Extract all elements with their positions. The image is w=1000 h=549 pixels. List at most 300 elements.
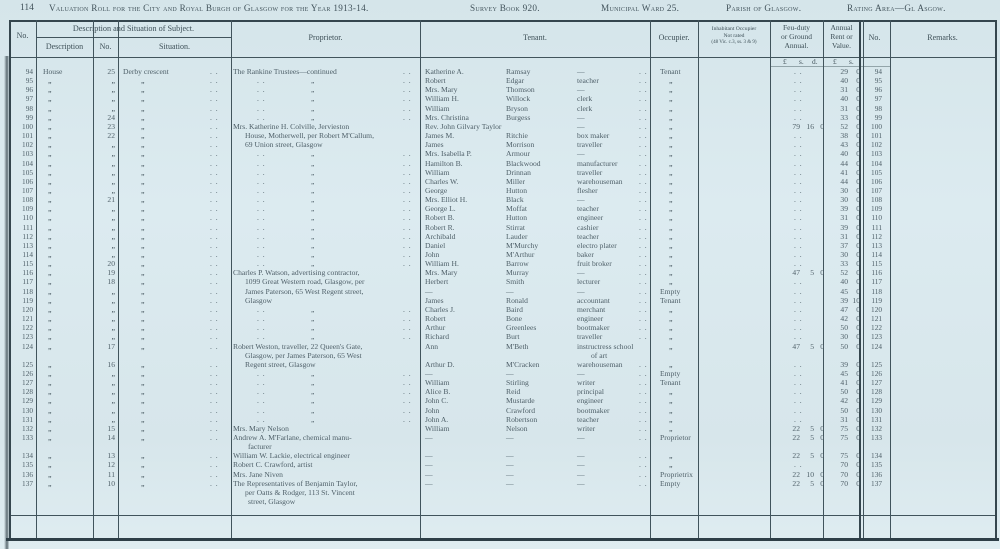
cell-tenant-occupation: traveller	[577, 332, 603, 342]
col-header-description: Description	[45, 42, 84, 51]
rent-shilling-label: s.	[849, 57, 854, 66]
cell-proprietor-continuation: Regent street, Glasgow	[245, 359, 316, 369]
cell-tenant-occupation: engineer	[577, 213, 604, 223]
cell-tenant-occupation: —	[577, 85, 585, 95]
leader-dots: . .	[639, 94, 648, 104]
table-row	[0, 497, 1000, 506]
cell-situation-no: „	[111, 286, 115, 296]
table-row	[0, 140, 1000, 149]
cell-no: 106	[22, 176, 33, 186]
cell-tenant-occupation: flesher	[577, 185, 598, 195]
cell-feu-duty-ditto: . .	[794, 176, 803, 186]
cell-tenant-forename: Charles J.	[425, 304, 455, 314]
ditto-mark: . .	[257, 231, 266, 241]
table-border-top	[9, 20, 996, 22]
leader-dots: . .	[639, 295, 648, 305]
cell-feu-pence: 0	[820, 423, 824, 433]
cell-situation-ditto: „	[141, 341, 145, 351]
cell-tenant-surname: Greenlees	[506, 323, 537, 333]
cell-occupier: Tenant	[660, 67, 681, 76]
cell-tenant-forename: Arthur D.	[425, 359, 455, 369]
table-row	[0, 342, 1000, 351]
cell-feu-duty-ditto: . .	[794, 332, 803, 342]
survey-book-label: Survey Book 920.	[470, 3, 540, 13]
cell-tenant-forename: Archibald	[425, 231, 456, 241]
cell-tenant-surname: Lauder	[506, 231, 528, 241]
cell-occupier: Proprietor	[660, 433, 691, 442]
cell-no: 113	[22, 240, 33, 250]
cell-tenant-surname: Bryson	[506, 103, 528, 113]
cell-tenant-forename: Daniel	[425, 240, 446, 250]
cell-tenant-occupation: box maker	[577, 131, 610, 141]
leader-dots: . .	[403, 387, 412, 397]
cell-tenant-forename: Ann	[425, 341, 439, 351]
table-row	[0, 213, 1000, 222]
cell-situation-ditto: „	[141, 85, 145, 95]
cell-tenant-occupation: —	[577, 433, 585, 442]
header-bottom-rule	[9, 57, 996, 58]
cell-occupier-ditto: „	[669, 167, 673, 177]
cell-tenant-occupation: fruit broker	[577, 259, 612, 269]
cell-rent-shillings: 0	[856, 67, 860, 76]
cell-occupier-ditto: „	[669, 213, 673, 223]
leader-dots: . .	[639, 451, 648, 461]
cell-situation-no: 18	[107, 277, 115, 287]
cell-feu-duty-ditto: . .	[794, 140, 803, 150]
cell-situation-ditto: „	[141, 185, 145, 195]
cell-situation-ditto: „	[141, 103, 145, 113]
ditto-mark: „	[311, 103, 315, 113]
cell-description-ditto: „	[48, 94, 52, 104]
feu-shilling-label: s.	[799, 57, 804, 66]
ditto-mark: . .	[257, 405, 266, 415]
cell-situation-ditto: „	[141, 460, 145, 470]
leader-dots: . .	[210, 341, 219, 351]
ditto-mark: . .	[257, 204, 266, 214]
table-row	[0, 177, 1000, 186]
cell-tenant-forename: —	[425, 368, 433, 378]
leader-dots: . .	[210, 478, 219, 488]
leader-dots: . .	[210, 423, 219, 433]
cell-tenant-surname: Crawford	[506, 405, 536, 415]
table-row	[0, 415, 1000, 424]
cell-tenant-surname: Reid	[506, 387, 521, 397]
cell-tenant-surname: Armour	[506, 149, 531, 159]
cell-feu-pounds: 79	[792, 121, 800, 131]
cell-no-right: 118	[871, 286, 882, 296]
cell-description-ditto: „	[48, 121, 52, 131]
col-header-group: Description and Situation of Subject.	[72, 24, 195, 33]
cell-situation-no: 22	[107, 131, 115, 141]
ditto-mark: „	[311, 323, 315, 333]
leader-dots: . .	[639, 259, 648, 269]
cell-occupier-ditto: „	[669, 341, 673, 351]
cell-situation-ditto: „	[141, 277, 145, 287]
cell-description-ditto: „	[48, 286, 52, 296]
leader-dots: . .	[210, 85, 219, 95]
cell-rent-shillings: 0	[856, 314, 860, 324]
cell-feu-duty-ditto: . .	[794, 387, 803, 397]
table-row	[0, 433, 1000, 442]
cell-occupier-ditto: „	[669, 423, 673, 433]
table-row	[0, 287, 1000, 296]
cell-tenant-forename: Robert	[425, 314, 446, 324]
cell-rent-shillings: 0	[856, 423, 860, 433]
cell-rent-shillings: 0	[856, 332, 860, 342]
cell-situation-ditto: „	[141, 423, 145, 433]
table-row	[0, 149, 1000, 158]
cell-tenant-forename: Arthur	[425, 323, 446, 333]
col-header-occupier: Occupier.	[658, 33, 690, 42]
leader-dots: . .	[639, 314, 648, 324]
cell-occupier-ditto: „	[669, 323, 673, 333]
cell-tenant-occupation: —	[577, 368, 585, 378]
cell-occupier-ditto: „	[669, 85, 673, 95]
cell-no: 112	[22, 231, 33, 241]
cell-feu-pence: 0	[820, 451, 824, 461]
ditto-mark: . .	[257, 368, 266, 378]
cell-feu-shillings: 16	[806, 121, 814, 131]
cell-description-ditto: „	[48, 268, 52, 278]
cell-feu-pence: 0	[820, 469, 824, 479]
cell-tenant-surname: Willock	[506, 94, 531, 104]
cell-no-right: 101	[871, 131, 882, 141]
table-row	[0, 424, 1000, 433]
table-row	[0, 369, 1000, 378]
cell-no-right: 103	[871, 149, 882, 159]
leader-dots: . .	[210, 405, 219, 415]
cell-situation-ditto: „	[141, 433, 145, 442]
cell-no-right: 131	[871, 414, 882, 424]
col-header-rent-2: Rent or	[830, 32, 853, 41]
cell-situation-ditto: „	[141, 478, 145, 488]
cell-rent-shillings: 0	[856, 231, 860, 241]
cell-no: 105	[22, 167, 33, 177]
cell-situation-ditto: „	[141, 323, 145, 333]
ditto-mark: . .	[257, 387, 266, 397]
cell-situation-no: „	[111, 140, 115, 150]
cell-occupier-ditto: „	[669, 259, 673, 269]
ditto-mark: „	[311, 167, 315, 177]
cell-no: 100	[22, 121, 33, 131]
cell-situation-ditto: „	[141, 176, 145, 186]
cell-no-right: 117	[871, 277, 882, 287]
ditto-mark: . .	[257, 314, 266, 324]
cell-no: 127	[22, 378, 33, 388]
ditto-mark: . .	[257, 176, 266, 186]
cell-feu-duty-ditto: . .	[794, 231, 803, 241]
cell-proprietor-continuation: street, Glasgow	[248, 497, 296, 507]
cell-rent-pounds: 31	[840, 231, 848, 241]
cell-situation-ditto: „	[141, 76, 145, 86]
leader-dots: . .	[403, 368, 412, 378]
cell-situation-no: 11	[107, 469, 115, 479]
cell-tenant-occupation: teacher	[577, 204, 599, 214]
cell-tenant-occupation: —	[577, 460, 585, 470]
cell-description-ditto: „	[48, 433, 52, 442]
cell-feu-duty-ditto: . .	[794, 460, 803, 470]
table-row	[0, 168, 1000, 177]
cell-rent-shillings: 0	[856, 396, 860, 406]
cell-situation-no: „	[111, 167, 115, 177]
cell-proprietor-continuation: 69 Union street, Glasgow	[245, 140, 323, 150]
cell-tenant-occupation: —	[577, 112, 585, 122]
cell-occupier-ditto: „	[669, 185, 673, 195]
cell-situation-no: „	[111, 103, 115, 113]
cell-tenant-surname: Barrow	[506, 259, 529, 269]
cell-feu-duty-ditto: . .	[794, 378, 803, 388]
cell-no: 117	[22, 277, 33, 287]
cell-situation-no: „	[111, 94, 115, 104]
cell-situation-no: 21	[107, 195, 115, 205]
ditto-mark: „	[311, 368, 315, 378]
cell-situation-ditto: „	[141, 204, 145, 214]
cell-tenant-forename: —	[425, 469, 433, 479]
cell-rent-pounds: 38	[840, 131, 848, 141]
cell-tenant-occupation: merchant	[577, 304, 606, 314]
leader-dots: . .	[403, 85, 412, 95]
cell-no: 102	[22, 140, 33, 150]
ditto-mark: „	[311, 314, 315, 324]
cell-rent-pounds: 29	[840, 67, 848, 76]
cell-rent-shillings: 0	[856, 323, 860, 333]
col-header-rent-1: Annual	[830, 23, 853, 32]
ditto-mark: „	[311, 378, 315, 388]
cell-description-ditto: „	[48, 149, 52, 159]
cell-situation: Derby crescent	[123, 67, 169, 76]
cell-proprietor-continuation: House, Motherwell, per Robert M'Callum,	[245, 131, 374, 141]
leader-dots: . .	[210, 332, 219, 342]
cell-tenant-surname: Burgess	[506, 112, 531, 122]
table-row	[0, 104, 1000, 113]
leader-dots: . .	[403, 204, 412, 214]
cell-no-right: 116	[871, 268, 882, 278]
cell-proprietor-continuation: per Oatts & Rodger, 113 St. Vincent	[245, 487, 355, 497]
cell-situation-no: „	[111, 414, 115, 424]
cell-situation-no: 25	[107, 67, 115, 76]
leader-dots: . .	[403, 222, 412, 232]
leader-dots: . .	[210, 259, 219, 269]
cell-rent-pounds: 50	[840, 387, 848, 397]
cell-no-right: 125	[871, 359, 882, 369]
cell-rent-shillings: 0	[856, 378, 860, 388]
cell-description-ditto: „	[48, 478, 52, 488]
cell-situation-no: „	[111, 149, 115, 159]
leader-dots: . .	[639, 332, 648, 342]
cell-rent-shillings: 0	[856, 76, 860, 86]
table-row	[0, 387, 1000, 396]
cell-situation-no: „	[111, 231, 115, 241]
leader-dots: . .	[210, 414, 219, 424]
cell-no: 110	[22, 213, 33, 223]
cell-situation-ditto: „	[141, 112, 145, 122]
cell-no-right: 136	[871, 469, 882, 479]
leader-dots: . .	[403, 240, 412, 250]
cell-rent-pounds: 70	[840, 469, 848, 479]
cell-no: 125	[22, 359, 33, 369]
leader-dots: . .	[210, 286, 219, 296]
ditto-mark: . .	[257, 94, 266, 104]
cell-rent-pounds: 31	[840, 103, 848, 113]
cell-situation-ditto: „	[141, 378, 145, 388]
cell-tenant-surname: —	[506, 433, 514, 442]
cell-feu-pence: 0	[820, 478, 824, 488]
leader-dots: . .	[639, 286, 648, 296]
cell-tenant-occupation: baker	[577, 250, 594, 259]
cell-feu-shillings: 10	[806, 469, 814, 479]
cell-rent-shillings: 0	[856, 368, 860, 378]
cell-tenant-surname: M'Arthur	[506, 250, 535, 259]
cell-no: 99	[25, 112, 33, 122]
cell-rent-pounds: 31	[840, 213, 848, 223]
cell-tenant-forename: Herbert	[425, 277, 449, 287]
cell-tenant-occupation: teacher	[577, 76, 599, 86]
cell-proprietor: William W. Lackie, electrical engineer	[233, 451, 350, 461]
cell-tenant-forename: William	[425, 378, 450, 388]
cell-tenant-forename: Robert B.	[425, 213, 455, 223]
cell-no-right: 112	[871, 231, 882, 241]
cell-situation-no: 10	[107, 478, 115, 488]
cell-situation-ditto: „	[141, 259, 145, 269]
cell-tenant-occupation: clerk	[577, 103, 593, 113]
cell-description-ditto: „	[48, 323, 52, 333]
table-row	[0, 296, 1000, 305]
body-bottom-rule	[9, 515, 996, 516]
cell-tenant-surname: —	[506, 451, 514, 461]
leader-dots: . .	[403, 314, 412, 324]
cell-situation-ditto: „	[141, 286, 145, 296]
cell-proprietor: The Rankine Trustees—continued	[233, 67, 337, 76]
cell-description-ditto: „	[48, 295, 52, 305]
cell-no-right: 96	[874, 85, 882, 95]
cell-feu-duty-ditto: . .	[794, 314, 803, 324]
cell-situation-no: 19	[107, 268, 115, 278]
col-header-feu-3: Annual.	[784, 41, 809, 50]
ditto-mark: „	[311, 149, 315, 159]
ditto-mark: . .	[257, 259, 266, 269]
cell-rent-pounds: 50	[840, 323, 848, 333]
cell-situation-no: „	[111, 176, 115, 186]
cell-tenant-forename: George L.	[425, 204, 456, 214]
cell-description-ditto: „	[48, 414, 52, 424]
cell-tenant-occupation: —	[577, 268, 585, 278]
cell-no: 136	[22, 469, 33, 479]
cell-feu-duty-ditto: . .	[794, 149, 803, 159]
table-row	[0, 113, 1000, 122]
col-header-situation-no: No.	[99, 42, 112, 51]
cell-rent-shillings: 0	[856, 250, 860, 259]
ditto-mark: „	[311, 158, 315, 168]
leader-dots: . .	[639, 405, 648, 415]
table-row	[0, 204, 1000, 213]
cell-feu-duty-ditto: . .	[794, 304, 803, 314]
leader-dots: . .	[210, 323, 219, 333]
cell-occupier: Tenant	[660, 378, 681, 388]
cell-rent-pounds: 40	[840, 76, 848, 86]
cell-tenant-forename: Hamilton B.	[425, 158, 463, 168]
cell-tenant-surname: M'Murchy	[506, 240, 539, 250]
cell-no: 126	[22, 368, 33, 378]
cell-feu-pounds: 22	[792, 423, 800, 433]
cell-no-right: 111	[871, 222, 882, 232]
cell-rent-pounds: 30	[840, 250, 848, 259]
table-row	[0, 378, 1000, 387]
cell-situation-ditto: „	[141, 414, 145, 424]
ditto-mark: „	[311, 222, 315, 232]
leader-dots: . .	[639, 423, 648, 433]
ditto-mark: „	[311, 195, 315, 205]
cell-rent-shillings: 0	[856, 286, 860, 296]
cell-rent-shillings: 0	[856, 94, 860, 104]
cell-situation-no: 23	[107, 121, 115, 131]
cell-no: 111	[22, 222, 33, 232]
col-header-feu-2: or Ground	[780, 32, 813, 41]
cell-tenant-surname: Blackwood	[506, 158, 541, 168]
cell-rent-shillings: 0	[856, 433, 860, 442]
leader-dots: . .	[210, 387, 219, 397]
leader-dots: . .	[639, 378, 648, 388]
cell-rent-pounds: 41	[840, 378, 848, 388]
cell-tenant-occupation: writer	[577, 423, 596, 433]
cell-description-ditto: „	[48, 222, 52, 232]
leader-dots: . .	[403, 149, 412, 159]
leader-dots: . .	[639, 304, 648, 314]
cell-occupier-ditto: „	[669, 121, 673, 131]
cell-occupier: Empty	[660, 478, 681, 488]
cell-situation-ditto: „	[141, 140, 145, 150]
cell-description-ditto: „	[48, 167, 52, 177]
cell-feu-duty-ditto: . .	[794, 67, 803, 76]
cell-situation-no: 14	[107, 433, 115, 442]
ditto-mark: . .	[257, 378, 266, 388]
cell-situation-no: „	[111, 158, 115, 168]
leader-dots: . .	[210, 460, 219, 470]
cell-tenant-surname: M'Beth	[506, 341, 529, 351]
cell-description-ditto: „	[48, 396, 52, 406]
cell-no: 128	[22, 387, 33, 397]
cell-rent-shillings: 0	[856, 213, 860, 223]
cell-rent-shillings: 0	[856, 414, 860, 424]
cell-tenant-forename: George	[425, 185, 448, 195]
cell-description-ditto: „	[48, 158, 52, 168]
cell-no: 103	[22, 149, 33, 159]
cell-no: 95	[25, 76, 33, 86]
cell-rent-pounds: 52	[840, 268, 848, 278]
cell-feu-duty-ditto: . .	[794, 405, 803, 415]
table-row	[0, 250, 1000, 259]
cell-tenant-surname: Mustarde	[506, 396, 535, 406]
leader-dots: . .	[639, 204, 648, 214]
leader-dots: . .	[210, 304, 219, 314]
leader-dots: . .	[403, 231, 412, 241]
leader-dots: . .	[403, 405, 412, 415]
cell-no: 135	[22, 460, 33, 470]
leader-dots: . .	[210, 231, 219, 241]
cell-no-right: 99	[874, 112, 882, 122]
cell-situation-ditto: „	[141, 469, 145, 479]
cell-tenant-surname: Morrison	[506, 140, 535, 150]
cell-tenant-surname: Baird	[506, 304, 523, 314]
cell-occupier-ditto: „	[669, 314, 673, 324]
cell-tenant-occupation: traveller	[577, 140, 603, 150]
cell-tenant-forename: William H.	[425, 94, 459, 104]
cell-tenant-surname: Edgar	[506, 76, 525, 86]
cell-no: 132	[22, 423, 33, 433]
cell-no: 115	[22, 259, 33, 269]
cell-feu-duty-ditto: . .	[794, 240, 803, 250]
cell-tenant-surname: Hutton	[506, 213, 528, 223]
col-header-tenant: Tenant.	[523, 33, 547, 42]
